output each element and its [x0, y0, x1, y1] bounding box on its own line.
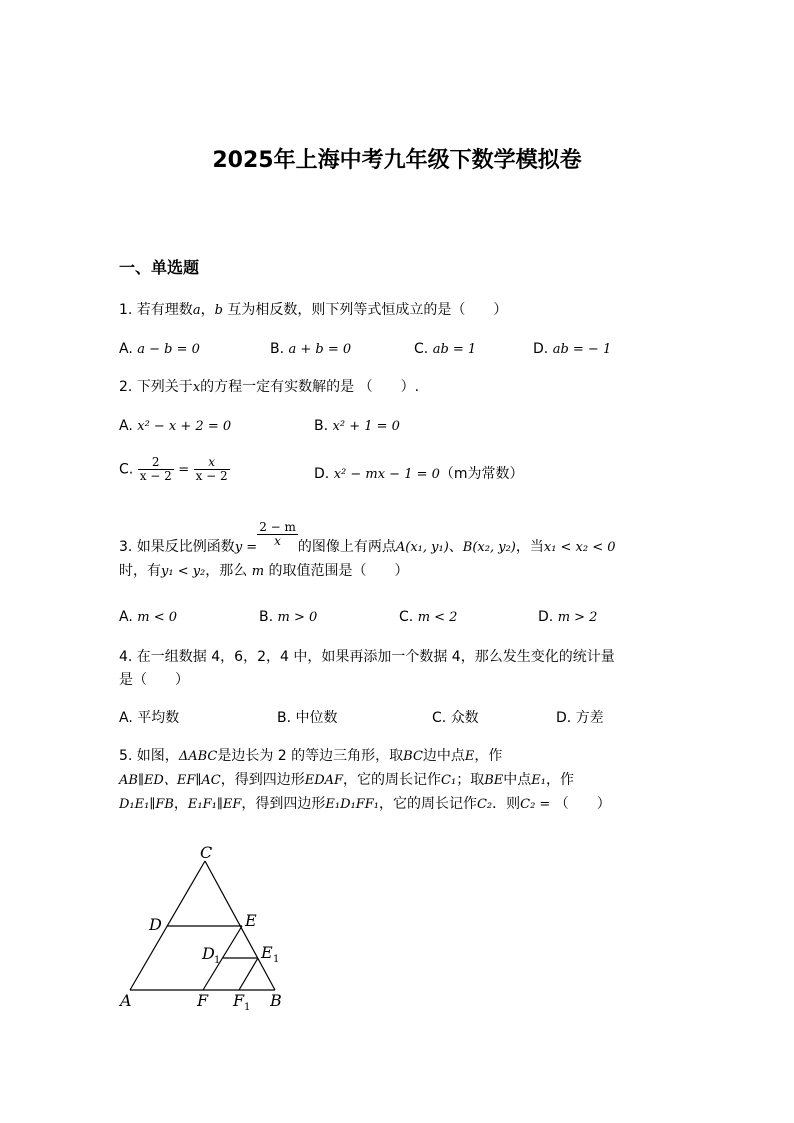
q3-option-b[interactable]: B. m > 0: [259, 609, 318, 625]
question-5-stem-cont-1: AB∥ED、EF∥AC，得到四边形EDAF，它的周长记作C₁；取BE中点E₁，作: [119, 772, 574, 788]
label-a: A: [120, 991, 132, 1010]
question-3-stem: 3. 如果反比例函数y = $\frac{2 - m}{x}$ 的图像上有两点A(x₁, y₁)、B(x₂, y₂)，当x₁ < x₂ < 0: [119, 520, 616, 555]
label-f1-sub: 1: [244, 1002, 251, 1013]
q1-option-d[interactable]: D. ab = − 1: [533, 341, 612, 357]
question-3-stem-cont: 时，有y₁ < y₂，那么 m 的取值范围是（ ）: [119, 563, 409, 579]
segment-e1f1: [239, 958, 258, 990]
question-5-stem: 5. 如图，ΔABC是边长为 2 的等边三角形，取BC边中点E，作: [119, 748, 503, 764]
q2-option-a[interactable]: A. x² − x + 2 = 0: [119, 418, 232, 434]
section-heading: 一、单选题: [119, 258, 200, 277]
q3-option-a[interactable]: A. m < 0: [119, 609, 177, 625]
var-a: a: [192, 303, 201, 318]
fraction: $\frac{2}{x - 2}$: [139, 455, 172, 483]
label-f1: F: [233, 991, 245, 1010]
question-4-stem: 4. 在一组数据 4，6，2，4 中，如果再添加一个数据 4，那么发生变化的统计量: [119, 649, 615, 665]
q4-option-a[interactable]: A. 平均数: [119, 710, 180, 726]
fraction: $\frac{x}{x - 2}$: [195, 455, 228, 483]
label-d1: D: [202, 944, 215, 963]
q4-option-b[interactable]: B. 中位数: [277, 710, 338, 726]
q3-option-d[interactable]: D. m > 2: [538, 609, 598, 625]
label-f: F: [197, 991, 209, 1010]
q1-option-b[interactable]: B. a + b = 0: [270, 341, 352, 357]
q2-option-d[interactable]: D. x² − mx − 1 = 0（m为常数）: [314, 466, 524, 482]
q4-option-c[interactable]: C. 众数: [432, 710, 479, 726]
label-b: B: [270, 991, 282, 1010]
label-e1-sub: 1: [273, 954, 280, 965]
label-c: C: [200, 843, 213, 862]
q2-option-b[interactable]: B. x² + 1 = 0: [314, 418, 400, 434]
label-d1-sub: 1: [214, 955, 221, 966]
q3-option-c[interactable]: C. m < 2: [399, 609, 458, 625]
q1-option-a[interactable]: A. a − b = 0: [119, 341, 200, 357]
question-4-stem-cont: 是（ ）: [119, 672, 189, 688]
var-b: b: [214, 303, 223, 318]
question-5-stem-cont-2: D₁E₁∥FB，E₁F₁∥EF，得到四边形E₁D₁FF₁，它的周长记作C₂．则C₂ = （ ）: [119, 796, 611, 812]
label-e1: E: [261, 943, 273, 962]
triangle-figure: [115, 838, 315, 1023]
q1-option-c[interactable]: C. ab = 1: [414, 341, 477, 357]
label-d: D: [149, 915, 162, 934]
q4-option-d[interactable]: D. 方差: [556, 710, 604, 726]
q2-option-c[interactable]: C. $\frac{2}{x - 2}$ = $\frac{x}{x - 2}$: [119, 455, 228, 483]
fraction: $\frac{2 - m}{x}$: [259, 520, 296, 548]
label-e: E: [245, 911, 257, 930]
question-1-stem: 1. 若有理数a，b 互为相反数，则下列等式恒成立的是（ ）: [119, 302, 508, 318]
page-title: 2025年上海中考九年级下数学模拟卷: [212, 148, 582, 173]
question-2-stem: 2. 下列关于x的方程一定有实数解的是 （ ）.: [119, 379, 420, 395]
